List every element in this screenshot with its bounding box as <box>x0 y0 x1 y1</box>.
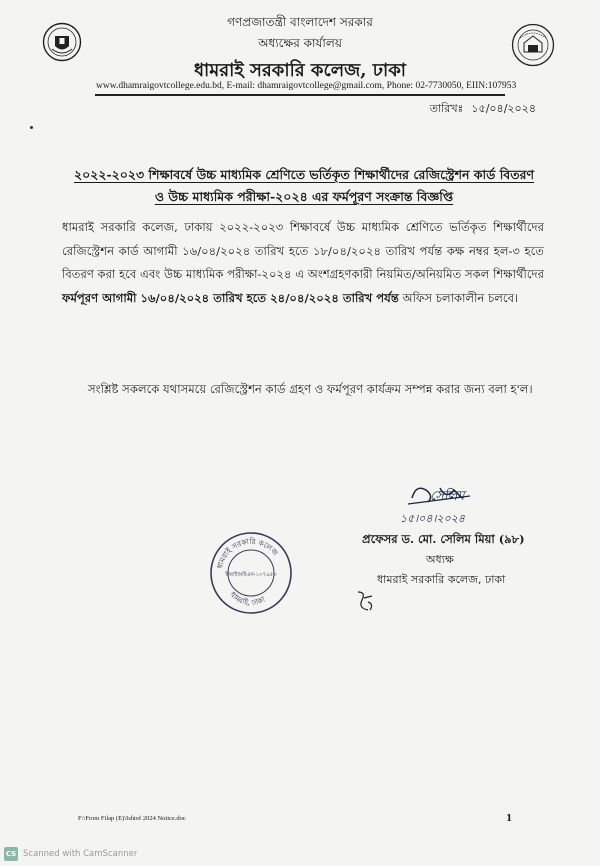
initials-mark <box>352 588 378 614</box>
notice-date <box>430 100 536 119</box>
office-heading: অধ্যক্ষের কার্যালয় <box>258 36 342 50</box>
signer-title: অধ্যক্ষ <box>426 553 454 566</box>
scanner-watermark <box>4 847 137 861</box>
scanner-text: Scanned with CamScanner <box>23 849 138 859</box>
handwritten-signature <box>400 478 540 528</box>
body-text-3: অফিস চলাকালীন চলবে। <box>398 290 519 305</box>
notice-body <box>62 216 544 310</box>
stamp-text-bottom: ধামরাই, ঢাকা <box>228 589 267 608</box>
handwritten-date: ১৫।০৪।২০২৪ <box>400 512 466 525</box>
contact-info: www.dhamraigovtcollege.edu.bd, E-mail: dhamraigovtcollege@gmail.com, Phone: 02-7730050, EIIN:107953 <box>96 81 517 91</box>
stamp-text-top: ধামরাই সরকারি কলেজ <box>215 536 280 570</box>
subject-line-2: ও উচ্চ মাধ্যমিক পরীক্ষা-২০২৪ এর ফর্মপূরণ সংক্রান্ত বিজ্ঞপ্তি <box>154 189 454 204</box>
government-heading: গণপ্রজাতন্ত্রী বাংলাদেশ সরকার <box>227 15 373 29</box>
scan-speck <box>30 126 33 129</box>
college-stamp <box>208 530 294 616</box>
file-path-footer: F:\From Filap (E)\Ishtof 2024 Notice.doc <box>78 815 186 822</box>
stamp-center: ইআইআইএন-১০৭৯৫৩ <box>225 572 277 578</box>
signer-name: প্রফেসর ড. মো. সেলিম মিয়া (৯৮) <box>362 532 525 546</box>
header-divider <box>95 94 505 96</box>
subject-line-1: ২০২২-২০২৩ শিক্ষাবর্ষে উচ্চ মাধ্যমিক শ্রেণিতে ভর্তিকৃত শিক্ষার্থীদের রেজিস্ট্রেশন কার্ড বিতরণ <box>73 167 535 182</box>
college-name-heading: ধামরাই সরকারি কলেজ, ঢাকা <box>193 60 407 81</box>
signer-college: ধামরাই সরকারি কলেজ, ঢাকা <box>377 573 506 586</box>
closing-paragraph: সংশ্লিষ্ট সকলকে যথাসময়ে রেজিস্ট্রেশন কার্ড গ্রহণ ও ফর্মপূরণ কার্যক্রম সম্পন্ন করার জন্য বলা হ'ল। <box>88 382 533 396</box>
camscanner-logo-icon: CS <box>4 847 18 861</box>
page-number: 1 <box>506 814 513 824</box>
body-text-bold: ফর্মপূরণ আগামী ১৬/০৪/২০২৪ তারিখ হতে ২৪/০৪/২০২৪ তারিখ পর্যন্ত <box>62 290 399 305</box>
handwritten-name: সেলিম <box>430 489 465 504</box>
svg-text:ধামরাই, ঢাকা <box>228 590 267 607</box>
date-label: তারিখঃ <box>429 102 464 115</box>
body-text-1: ধামরাই সরকারি কলেজ, ঢাকায় ২০২২-২০২৩ শিক্ষাবর্ষে উচ্চ মাধ্যমিক শ্রেণিতে ভর্তিকৃত শিক্ষার্থীদের রেজিস্ট্রেশন কার্ড আগামী ১৬/০৪/২০২৪ তারিখ হতে ১৮/০৪/২০২৪ তারিখ পর্যন্ত কক্ষ নম্বর হল-৩ হতে বিতরণ করা হবে এবং উচ্চ মাধ্যমিক পরীক্ষা-২০২৪ এ অংশগ্রহণকারী নিয়মিত/অনিয়মিত সকল শিক্ষার্থীদের <box>62 220 544 282</box>
date-value: ১৫/০৪/২০২৪ <box>471 102 536 115</box>
